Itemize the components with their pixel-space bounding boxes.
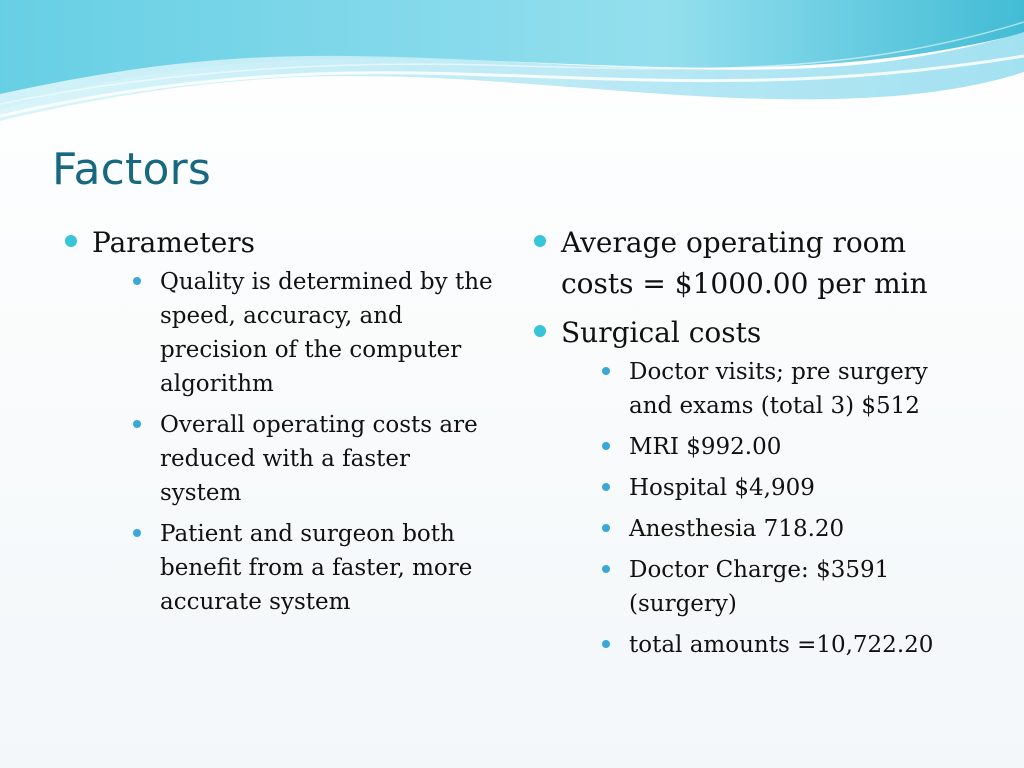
subitem-text: total amounts =10,722.20	[629, 632, 934, 658]
bullet-icon	[133, 529, 141, 537]
left-bullet-list	[65, 222, 495, 619]
bullet-icon	[602, 367, 610, 375]
subitem-hospital	[602, 471, 974, 505]
bullet-icon	[602, 640, 610, 648]
right-bullet-list	[534, 222, 974, 662]
bullet-icon	[534, 235, 546, 247]
subitem-anesthesia	[602, 512, 974, 546]
subitem-text: Anesthesia 718.20	[629, 516, 845, 542]
subitem-doctor-charge	[602, 553, 974, 621]
subitem-text: Patient and surgeon both benefit from a faster, more accurate system	[160, 521, 473, 615]
bullet-icon	[602, 524, 610, 532]
subitem-text: Hospital $4,909	[629, 475, 815, 501]
subitem-text: Quality is determined by the speed, accuracy, and precision of the computer algorithm	[160, 269, 493, 397]
right-column	[534, 222, 974, 670]
decorative-wave-header	[0, 0, 1024, 125]
subitem-quality	[133, 265, 495, 401]
bullet-icon	[602, 442, 610, 450]
bullet-item-operating-room-costs	[534, 222, 974, 304]
bullet-text: Surgical costs	[561, 316, 762, 349]
subitem-text: MRI $992.00	[629, 434, 782, 460]
bullet-text: Parameters	[92, 226, 256, 259]
bullet-icon	[534, 325, 546, 337]
subitem-patient-surgeon	[133, 517, 495, 619]
subitem-text: Doctor visits; pre surgery and exams (total 3) $512	[629, 359, 928, 419]
subitem-total-amounts	[602, 628, 974, 662]
left-column	[65, 222, 495, 627]
bullet-icon	[133, 277, 141, 285]
bullet-icon	[65, 235, 77, 247]
subitem-text: Doctor Charge: $3591 (surgery)	[629, 557, 890, 617]
slide-title: Factors	[52, 144, 212, 195]
bullet-item-parameters	[65, 222, 495, 619]
surgical-costs-subitems	[561, 355, 974, 662]
bullet-text: Average operating room costs = $1000.00 per min	[561, 226, 928, 300]
subitem-operating-costs	[133, 408, 495, 510]
bullet-icon	[602, 565, 610, 573]
bullet-icon	[133, 420, 141, 428]
subitem-doctor-visits	[602, 355, 974, 423]
parameters-subitems	[92, 265, 495, 619]
bullet-icon	[602, 483, 610, 491]
subitem-text: Overall operating costs are reduced with a faster system	[160, 412, 478, 506]
subitem-mri	[602, 430, 974, 464]
bullet-item-surgical-costs	[534, 312, 974, 662]
